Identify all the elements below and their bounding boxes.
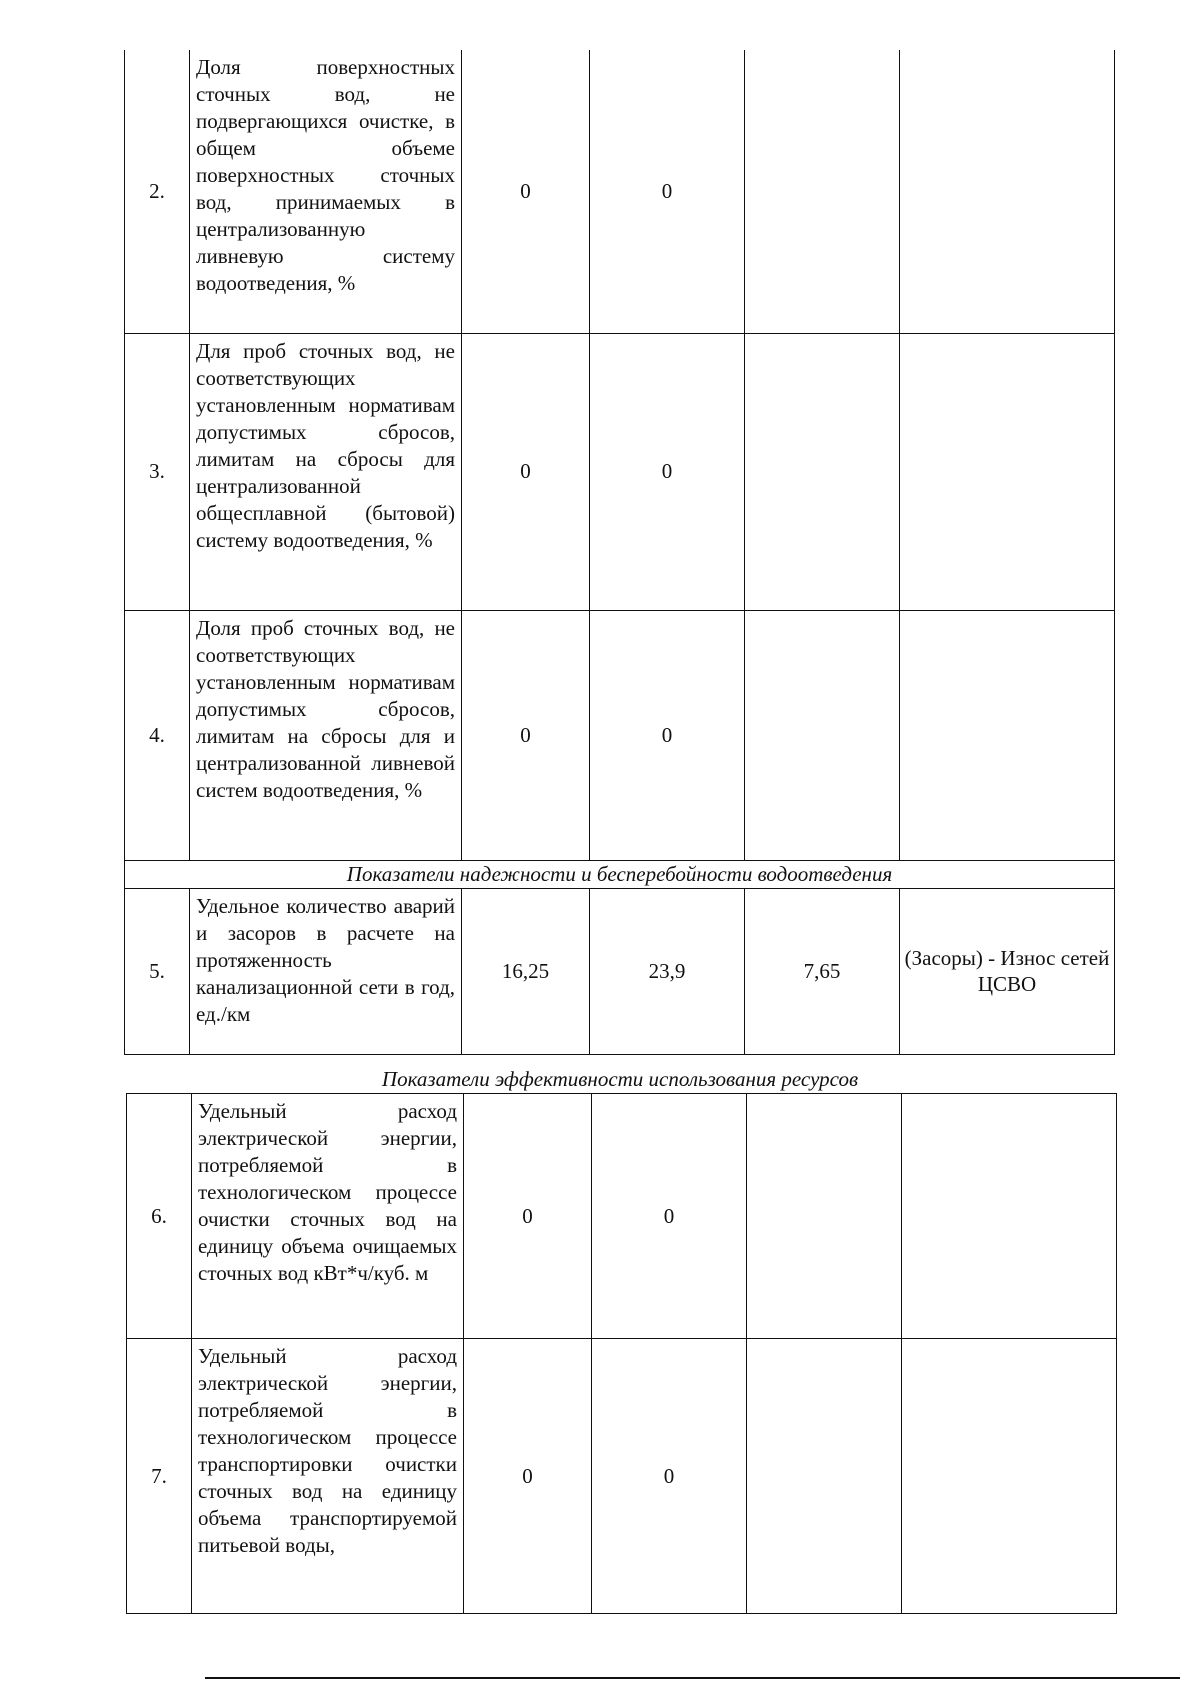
reason-note xyxy=(902,1339,1117,1614)
table-row xyxy=(125,888,1115,1054)
table-row xyxy=(125,333,1115,610)
plan-value: 0 xyxy=(464,1094,592,1339)
indicator-name: Удельный расход электрической энергии, потребляемой в технологическом процессе транспортировки очистки сточных вод на единицу объема транспортируемой питьевой воды, xyxy=(192,1339,464,1614)
indicator-name: Доля проб сточных вод, не соответствующих установленным нормативам допустимых сбросов, лимитам на сбросы для и централизованной ливневой систем водоотведения, % xyxy=(190,610,462,860)
indicator-name: Доля поверхностных сточных вод, не подвергающихся очистке, в общем объеме поверхностных сточных вод, принимаемых в централизованную ливневую систему водоотведения, % xyxy=(190,50,462,333)
indicators-table-1 xyxy=(124,50,1115,1055)
fact-value: 0 xyxy=(590,610,745,860)
indicator-name: Удельное количество аварий и засоров в расчете на протяженность канализационной сети в год, ед./км xyxy=(190,888,462,1054)
deviation-value xyxy=(745,610,900,860)
row-number: 7. xyxy=(127,1339,192,1614)
deviation-value: 7,65 xyxy=(745,888,900,1054)
deviation-value xyxy=(745,50,900,333)
reason-note xyxy=(902,1094,1117,1339)
reason-note: (Засоры) - Износ сетей ЦСВО xyxy=(900,888,1115,1054)
reason-note xyxy=(900,333,1115,610)
table-row xyxy=(127,1094,1117,1339)
plan-value: 0 xyxy=(462,50,590,333)
fact-value: 0 xyxy=(592,1094,747,1339)
row-number: 4. xyxy=(125,610,190,860)
row-number: 3. xyxy=(125,333,190,610)
plan-value: 0 xyxy=(462,610,590,860)
reason-note xyxy=(900,50,1115,333)
fact-value: 0 xyxy=(590,50,745,333)
footer-divider xyxy=(205,1677,1180,1679)
table-row xyxy=(127,1339,1117,1614)
deviation-value xyxy=(747,1339,902,1614)
section-heading-reliability: Показатели надежности и бесперебойности водоотведения xyxy=(125,860,1115,888)
fact-value: 0 xyxy=(592,1339,747,1614)
deviation-value xyxy=(745,333,900,610)
plan-value: 0 xyxy=(462,333,590,610)
fact-value: 0 xyxy=(590,333,745,610)
row-number: 5. xyxy=(125,888,190,1054)
deviation-value xyxy=(747,1094,902,1339)
plan-value: 0 xyxy=(464,1339,592,1614)
section-heading-efficiency: Показатели эффективности использования ресурсов xyxy=(381,1067,859,1091)
reason-note xyxy=(900,610,1115,860)
section-row xyxy=(125,860,1115,888)
indicator-name: Удельный расход электрической энергии, потребляемой в технологическом процессе очистки сточных вод на единицу объема очищаемых сточных вод кВт*ч/куб. м xyxy=(192,1094,464,1339)
plan-value: 16,25 xyxy=(462,888,590,1054)
indicator-name: Для проб сточных вод, не соответствующих установленным нормативам допустимых сбросов, лимитам на сбросы для централизованной общесплавной (бытовой) систему водоотведения, % xyxy=(190,333,462,610)
row-number: 6. xyxy=(127,1094,192,1339)
table-row xyxy=(125,50,1115,333)
indicators-table-2 xyxy=(126,1093,1117,1614)
table-row xyxy=(125,610,1115,860)
fact-value: 23,9 xyxy=(590,888,745,1054)
row-number: 2. xyxy=(125,50,190,333)
